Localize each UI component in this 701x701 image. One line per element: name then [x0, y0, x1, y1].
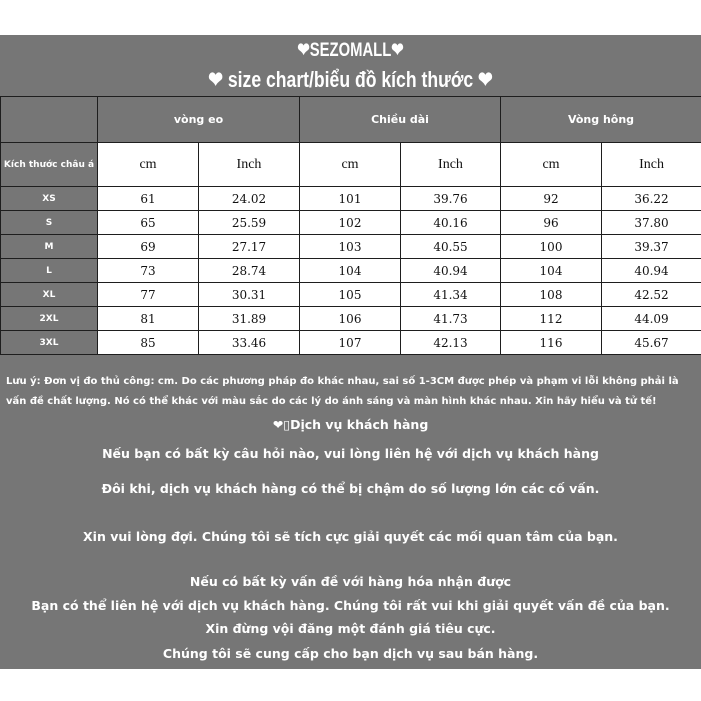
table-cell: 41.34	[401, 283, 501, 307]
table-cell: 104	[501, 259, 602, 283]
service-line: Bạn có thể liên hệ với dịch vụ khách hàng. Chúng tôi rất vui khi giải quyết vấn đề của bạn.	[31, 598, 670, 613]
service-line: Nếu có bất kỳ vấn đề với hàng hóa nhận được	[189, 574, 512, 589]
group-header-row	[1, 97, 701, 143]
size-label: S	[1, 211, 98, 235]
measurement-note: Lưu ý: Đơn vị đo thủ công: cm. Do các phương pháp đo khác nhau, sai số 1-3CM được phép và phạm vi lỗi không phải là vấn đề chất lượng. Nó có thể khác với màu sắc do các lý do ánh sáng và màn hình khác nhau. Xin hãy hiểu và tử tế!	[6, 376, 679, 407]
table-cell: 108	[501, 283, 602, 307]
unit-header-row	[1, 143, 701, 187]
table-cell: 37.80	[602, 211, 701, 235]
table-row	[1, 211, 701, 235]
table-row	[1, 235, 701, 259]
service-line: Nếu bạn có bất kỳ câu hỏi nào, vui lòng liên hệ với dịch vụ khách hàng	[102, 446, 599, 461]
table-cell: 81	[98, 307, 199, 331]
size-label: M	[1, 235, 98, 259]
table-cell: 106	[300, 307, 401, 331]
service-line: Đôi khi, dịch vụ khách hàng có thể bị chậm do số lượng lớn các cố vấn.	[101, 481, 600, 496]
table-cell: 61	[98, 187, 199, 211]
corner-cell	[1, 97, 98, 143]
customer-service-heading: ❤▯Dịch vụ khách hàng	[272, 417, 429, 432]
table-cell: 44.09	[602, 307, 701, 331]
table-cell: 25.59	[199, 211, 300, 235]
group-header-hip: Vòng hông	[501, 97, 701, 143]
table-row	[1, 307, 701, 331]
table-cell: 28.74	[199, 259, 300, 283]
table-cell: 65	[98, 211, 199, 235]
table-cell: 40.16	[401, 211, 501, 235]
table-cell: 39.76	[401, 187, 501, 211]
unit-header: Inch	[602, 143, 701, 187]
table-cell: 27.17	[199, 235, 300, 259]
unit-header: cm	[98, 143, 199, 187]
table-cell: 92	[501, 187, 602, 211]
table-cell: 85	[98, 331, 199, 355]
table-cell: 107	[300, 331, 401, 355]
size-label: XL	[1, 283, 98, 307]
size-label: XS	[1, 187, 98, 211]
service-line: Xin đừng vội đăng một đánh giá tiêu cực.	[205, 621, 496, 636]
unit-header: Inch	[401, 143, 501, 187]
table-cell: 30.31	[199, 283, 300, 307]
table-cell: 40.94	[602, 259, 701, 283]
table-cell: 104	[300, 259, 401, 283]
table-row	[1, 259, 701, 283]
table-cell: 31.89	[199, 307, 300, 331]
size-label: L	[1, 259, 98, 283]
table-cell: 24.02	[199, 187, 300, 211]
table-cell: 112	[501, 307, 602, 331]
table-cell: 101	[300, 187, 401, 211]
size-label: 3XL	[1, 331, 98, 355]
size-table	[0, 96, 701, 355]
table-cell: 103	[300, 235, 401, 259]
unit-header: Inch	[199, 143, 300, 187]
table-cell: 96	[501, 211, 602, 235]
table-cell: 100	[501, 235, 602, 259]
unit-header: cm	[501, 143, 602, 187]
brand-title: ❤SEZOMALL❤	[297, 40, 404, 61]
table-row	[1, 331, 701, 355]
table-cell: 42.52	[602, 283, 701, 307]
table-cell: 39.37	[602, 235, 701, 259]
table-cell: 45.67	[602, 331, 701, 355]
size-column-label: Kích thước châu á	[1, 143, 98, 187]
size-chart-subtitle: ❤ size chart/biểu đồ kích thước ❤	[208, 67, 493, 92]
table-cell: 73	[98, 259, 199, 283]
size-label: 2XL	[1, 307, 98, 331]
group-header-waist: vòng eo	[98, 97, 300, 143]
table-cell: 116	[501, 331, 602, 355]
table-cell: 41.73	[401, 307, 501, 331]
table-cell: 42.13	[401, 331, 501, 355]
table-cell: 77	[98, 283, 199, 307]
table-cell: 36.22	[602, 187, 701, 211]
table-cell: 102	[300, 211, 401, 235]
table-cell: 69	[98, 235, 199, 259]
group-header-length: Chiều dài	[300, 97, 501, 143]
service-line: Chúng tôi sẽ cung cấp cho bạn dịch vụ sau bán hàng.	[162, 646, 539, 661]
table-cell: 40.94	[401, 259, 501, 283]
unit-header: cm	[300, 143, 401, 187]
table-cell: 40.55	[401, 235, 501, 259]
table-cell: 105	[300, 283, 401, 307]
table-row	[1, 283, 701, 307]
service-line: Xin vui lòng đợi. Chúng tôi sẽ tích cực giải quyết các mối quan tâm của bạn.	[83, 529, 618, 544]
table-row	[1, 187, 701, 211]
table-cell: 33.46	[199, 331, 300, 355]
